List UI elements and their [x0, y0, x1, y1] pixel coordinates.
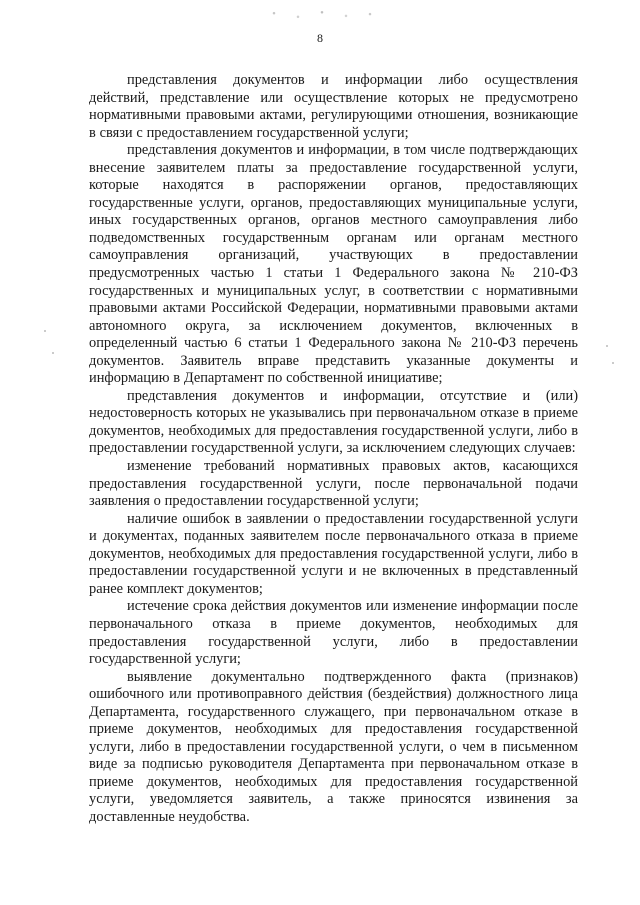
- page-number: 8: [317, 31, 323, 45]
- paragraph: представления документов и информации, в том числе подтверждающих внесение заявителем платы за предоставление государственной услуги, которые находятся в распоряжении органов, предоставляющих государственные услуги, органов, предоставляющих муниципальные услуги, иных государственных органов, органов местного самоуправления либо подведомственных государственным органам или органам местного самоуправления организаций, участвующих в предоставлении предусмотренных частью 1 статьи 1 Федерального закона № 210-ФЗ государственных и муниципальных услуг, в соответствии с нормативными правовыми актами Российской Федерации, нормативными правовыми актами автономного округа, за исключением документов, включенных в определенный частью 6 статьи 1 Федерального закона № 210-ФЗ перечень документов. Заявитель вправе представить указанные документы и информацию в Департамент по собственной инициативе;: [89, 142, 578, 387]
- scan-artifact: [262, 6, 382, 24]
- paragraph: наличие ошибок в заявлении о предоставлении государственной услуги и документах, поданных заявителем после первоначального отказа в приеме документов, необходимых для предоставления государственной услуги, либо в предоставлении государственной услуги и не включенных в представленный ранее комплект документов;: [89, 510, 578, 597]
- scan-speck: [606, 345, 608, 347]
- paragraph: выявление документально подтвержденного факта (признаков) ошибочного или противоправного действия (бездействия) должностного лица Департамента, государственного служащего, при первоначальном отказе в приеме документов, необходимых для предоставления государственной услуги, либо в предоставлении государственной услуги, о чем в письменном виде за подписью руководителя Департамента при первоначальном отказе в приеме документов, необходимых для предоставления государственной услуги, уведомляется заявитель, а также приносятся извинения за доставленные неудобства.: [89, 668, 578, 825]
- scan-speck: [52, 352, 54, 354]
- scan-speck: [612, 362, 614, 364]
- paragraph: представления документов и информации, отсутствие и (или) недостоверность которых не указывались при первоначальном отказе в приеме документов, необходимых для предоставления государственной услуги, либо в предоставлении государственной услуги, за исключением следующих случаев:: [89, 387, 578, 457]
- document-body: [89, 72, 578, 827]
- scan-speck: [44, 330, 46, 332]
- paragraph: истечение срока действия документов или изменение информации после первоначального отказа в приеме документов, необходимых для предоставления государственной услуги, либо в предоставлении государственной услуги;: [89, 598, 578, 668]
- paragraph: изменение требований нормативных правовых актов, касающихся предоставления государственной услуги, после первоначальной подачи заявления о предоставлении государственной услуги;: [89, 458, 578, 510]
- paragraph: представления документов и информации либо осуществления действий, представление или осуществление которых не предусмотрено нормативными правовыми актами, регулирующими отношения, возникающие в связи с предоставлением государственной услуги;: [89, 72, 578, 141]
